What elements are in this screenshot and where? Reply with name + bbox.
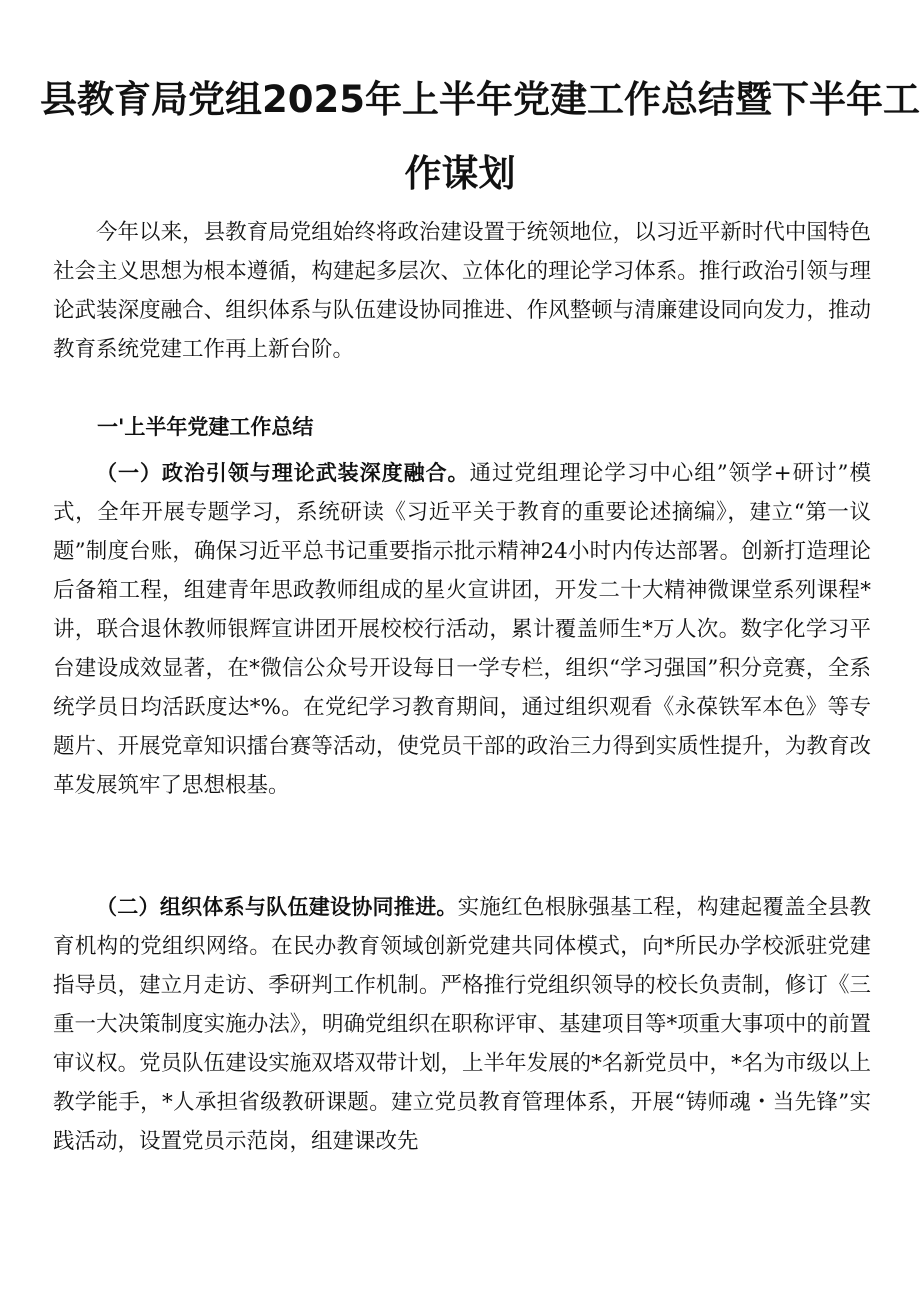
document-title-line-1: 县教育局党组2025年上半年党建工作总结暨下半年工 [40,78,920,121]
section-1-lead: （一）政治引领与理论武装深度融合。 [96,461,470,485]
section-1-body: 通过党组理论学习中心组”领学+研讨”模式，全年开展专题学习，系统研读《习近平关于教育的重要论述摘编》，建立“第一议题”制度台账，确保习近平总书记重要指示批示精神24小时内传达部署。创新打造理论后备箱工程，组建青年思政教师组成的星火宣讲团，开发二十大精神微课堂系列课程*讲，联合退休教师银辉宣讲团开展校校行活动，累计覆盖师生*万人次。数字化学习平台建设成效显著，在*微信公众号开设每日一学专栏，组织“学习强国”积分竞赛，全系统学员日均活跃度达*%。在党纪学习教育期间，通过组织观看《永葆铁军本色》等专题片、开展党章知识擂台赛等活动，使党员干部的政治三力得到实质性提升，为教育改革发展筑牢了思想根基。 [53,461,872,798]
intro-paragraph: 今年以来，县教育局党组始终将政治建设置于统领地位，以习近平新时代中国特色社会主义思想为根本遵循，构建起多层次、立体化的理论学习体系。推行政治引领与理论武装深度融合、组织体系与队伍建设协同推进、作风整顿与清廉建设同向发力，推动教育系统党建工作再上新台阶。 [53,220,871,362]
section-2-body: 实施红色根脉强基工程，构建起覆盖全县教育机构的党组织网络。在民办教育领域创新党建共同体模式，向*所民办学校派驻党建指导员，建立月走访、季研判工作机制。严格推行党组织领导的校长负责制，修订《三重一大决策制度实施办法》，明确党组织在职称评审、基建项目等*项重大事项中的前置审议权。党员队伍建设实施双塔双带计划，上半年发展的*名新党员中，*名为市级以上教学能手，*人承担省级教研课题。建立党员教育管理体系，开展“铸师魂・当先锋”实践活动，设置党员示范岗，组建课改先 [53,895,871,1154]
section-2-paragraph [53,888,871,1161]
document-title-line-2: 作谋划 [404,152,516,195]
section-2-lead: （二）组织体系与队伍建设协同推进。 [96,895,458,919]
section-heading-1: 一'上半年党建工作总结 [97,415,314,439]
section-1-paragraph [53,454,871,805]
